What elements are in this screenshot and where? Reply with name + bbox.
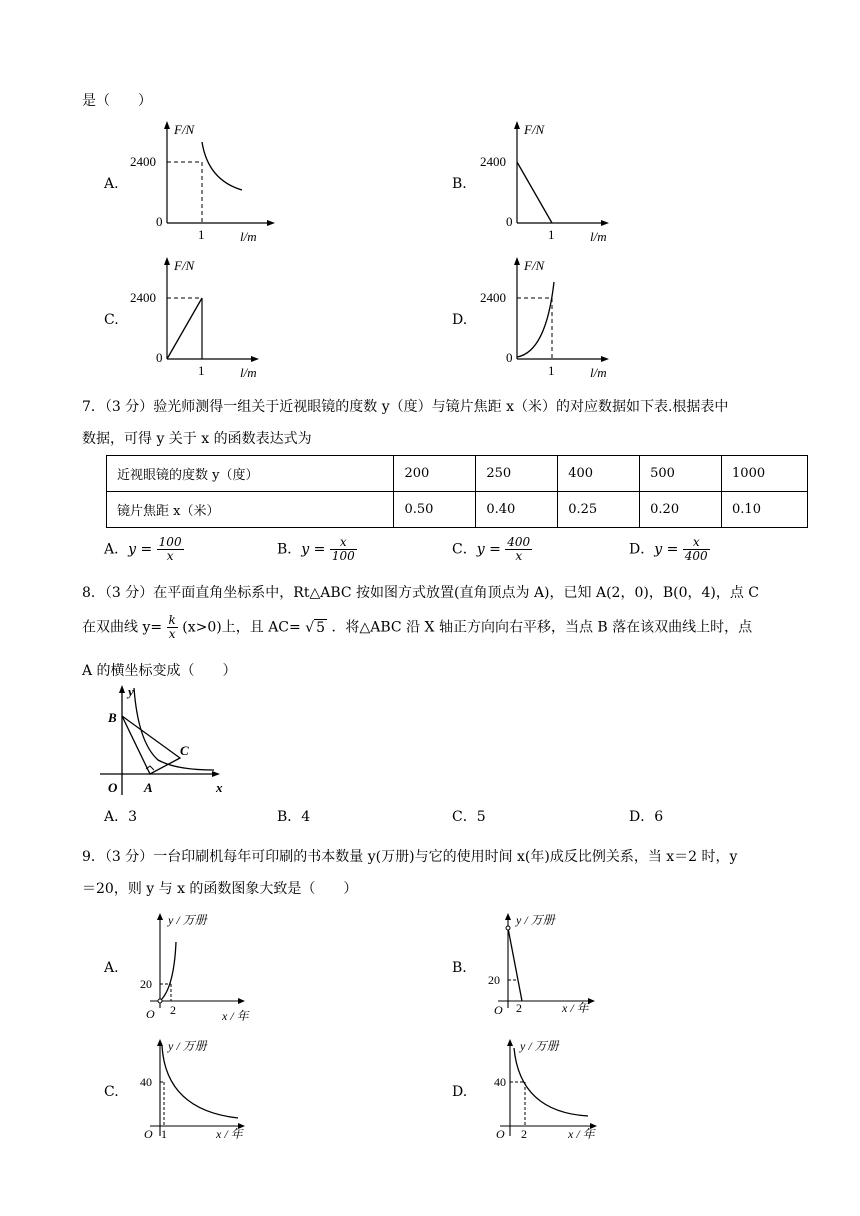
q9d-ylabel: y / 万册 — [520, 1039, 559, 1053]
option-value: 5 — [476, 809, 486, 825]
fraction-denominator: x — [166, 549, 174, 563]
q6b-xlabel: l/m — [590, 229, 607, 244]
q8-option-b — [277, 806, 310, 826]
q9-option-a-graph — [130, 908, 265, 1023]
q6-tail-text: 是（ ） — [82, 93, 152, 109]
q9c-ytick: 40 — [140, 1075, 152, 1089]
option-lhs: y = — [654, 541, 679, 558]
fraction-denominator: x — [168, 627, 176, 641]
q9-text-line2: ＝20，则 y 与 x 的函数图象大致是（ ） — [82, 881, 358, 897]
fraction-denominator: x — [515, 549, 523, 563]
q6-option-c-graph — [130, 254, 280, 384]
option-letter: B． — [277, 541, 302, 558]
q9a-xlabel: x / 年 — [222, 1009, 249, 1023]
q9-number: 9． — [82, 849, 105, 865]
q9a-ylabel: y / 万册 — [168, 913, 207, 927]
q6c-xlabel: l/m — [240, 365, 257, 380]
q6d-xlabel: l/m — [590, 365, 607, 380]
q6-option-c-letter: C. — [104, 312, 119, 328]
q8-option-a — [104, 806, 137, 826]
q8-text-part-c: ．将△ABC 沿 X 轴正方向向右平移，当点 B 落在该双曲线上时，点 — [331, 619, 753, 636]
q6-option-b-letter: B. — [452, 176, 467, 192]
q6a-ytick: 2400 — [130, 154, 156, 169]
fraction-numerator: x — [330, 536, 357, 550]
option-fraction — [330, 536, 357, 563]
q8-question-line1 — [82, 582, 759, 602]
q6c-ytick: 2400 — [130, 290, 156, 305]
fraction-numerator: k — [168, 613, 176, 627]
option-fraction — [683, 536, 710, 563]
q9d-xlabel: x / 年 — [568, 1127, 595, 1141]
q6b-origin: 0 — [506, 214, 513, 229]
q9c-xlabel: x / 年 — [216, 1127, 243, 1141]
q6-option-a-graph — [130, 118, 280, 248]
q9c-origin: O — [144, 1127, 153, 1141]
option-value: 4 — [301, 809, 311, 825]
q6c-xtick: 1 — [198, 363, 205, 378]
fraction-numerator: 100 — [158, 535, 182, 549]
option-value: 3 — [128, 809, 138, 825]
q8-score: （3 分） — [104, 585, 154, 601]
table-cell: 0.50 — [394, 492, 476, 528]
q6a-xlabel: l/m — [240, 229, 257, 244]
q9-option-c-letter: C. — [104, 1084, 119, 1100]
q7-text-line2: 数据，可得 y 关于 x 的函数表达式为 — [82, 431, 312, 447]
q6a-origin: 0 — [156, 214, 163, 229]
q9-option-c-graph — [130, 1036, 265, 1146]
q9-option-d-letter: D. — [452, 1084, 468, 1100]
q8-figure — [96, 682, 236, 800]
option-lhs: y = — [301, 541, 326, 558]
fraction-denominator: 400 — [684, 549, 708, 563]
q8-question-line2 — [82, 614, 752, 641]
q9a-ytick: 20 — [140, 977, 152, 991]
q8-sqrt-five: √ 5 — [305, 619, 326, 636]
table-cell: 250 — [476, 456, 558, 492]
q6d-xtick: 1 — [548, 363, 555, 378]
q8-text-line3: A 的横坐标变成（ ） — [82, 663, 237, 679]
q9-option-b-letter: B. — [452, 960, 467, 976]
q9d-ytick: 40 — [494, 1075, 506, 1089]
table-cell: 0.10 — [722, 492, 808, 528]
q6a-ylabel: F/N — [174, 122, 195, 137]
q9c-ylabel: y / 万册 — [168, 1039, 207, 1053]
q6b-xtick: 1 — [548, 227, 555, 242]
q6c-origin: 0 — [156, 350, 163, 365]
q6b-ytick: 2400 — [480, 154, 506, 169]
q9-option-d-graph — [480, 1036, 615, 1146]
q9-text-line1: 一台印刷机每年可印刷的书本数量 y(万册)与它的使用时间 x(年)成反比例关系，当 x＝2 时，y — [153, 849, 738, 865]
q8-o-label: O — [108, 780, 118, 795]
q7-question-line1 — [82, 396, 728, 416]
q7-option-c — [452, 536, 532, 563]
option-fraction — [505, 536, 532, 563]
q9-question-line1 — [82, 846, 737, 866]
q7-number: 7． — [82, 399, 105, 415]
q6d-ytick: 2400 — [480, 290, 506, 305]
q8-option-c — [452, 806, 486, 826]
table-row-header: 镜片焦距 x（米） — [107, 492, 394, 528]
table-cell: 200 — [394, 456, 476, 492]
table-row — [107, 492, 808, 528]
q9c-xtick: 1 — [161, 1127, 167, 1141]
q7-score: （3 分） — [104, 399, 154, 415]
option-letter: D． — [629, 541, 655, 558]
table-cell: 0.20 — [640, 492, 722, 528]
option-letter: A． — [104, 541, 129, 558]
q6-option-b-graph — [480, 118, 630, 248]
q9a-origin: O — [146, 1007, 155, 1021]
q9-option-a-letter: A. — [104, 960, 119, 976]
option-letter: C． — [452, 809, 477, 825]
option-letter: D． — [629, 809, 655, 825]
q9b-ylabel: y / 万册 — [516, 913, 555, 927]
table-cell: 500 — [640, 456, 722, 492]
q8-text-part-b: (x>0)上，且 AC= — [182, 619, 301, 636]
table-cell: 0.40 — [476, 492, 558, 528]
option-lhs: y = — [128, 541, 153, 558]
q8-y-label: y — [128, 684, 134, 699]
q7-data-table — [106, 455, 808, 528]
table-cell: 0.25 — [558, 492, 640, 528]
q8-option-d — [629, 806, 663, 826]
option-lhs: y = — [476, 541, 501, 558]
q8-number: 8． — [82, 585, 105, 601]
option-value: 6 — [654, 809, 664, 825]
q7-option-a — [104, 536, 184, 563]
q9d-origin: O — [496, 1127, 505, 1141]
q8-c-label: C — [180, 743, 189, 758]
q9b-xlabel: x / 年 — [562, 1001, 589, 1015]
fraction-numerator: 400 — [507, 535, 531, 549]
q6a-xtick: 1 — [198, 227, 205, 242]
q9b-origin: O — [494, 1003, 503, 1017]
option-letter: B． — [277, 809, 302, 825]
q7-option-b — [277, 536, 357, 563]
option-letter: C． — [452, 541, 477, 558]
fraction-numerator: x — [683, 536, 710, 550]
option-letter: A． — [104, 809, 129, 825]
q8-x-label: x — [216, 780, 223, 795]
q8-b-label: B — [108, 710, 117, 725]
table-row — [107, 456, 808, 492]
q6b-ylabel: F/N — [524, 122, 545, 137]
option-fraction — [157, 536, 184, 563]
q6c-ylabel: F/N — [174, 258, 195, 273]
q7-text-line1: 验光师测得一组关于近视眼镜的度数 y（度）与镜片焦距 x（米）的对应数据如下表.根据表中 — [153, 399, 729, 415]
q6-option-d-letter: D. — [452, 312, 468, 328]
q8-a-label: A — [144, 780, 153, 795]
q9b-xtick: 2 — [516, 1001, 522, 1015]
q9a-xtick: 2 — [170, 1003, 176, 1017]
table-cell: 1000 — [722, 456, 808, 492]
fraction-denominator: 100 — [331, 549, 355, 563]
q8-text-line1: 在平面直角坐标系中，Rt△ABC 按如图方式放置(直角顶点为 A)，已知 A(2，0)，B(0，4)，点 C — [153, 585, 760, 601]
sqrt-radicand: 5 — [316, 619, 326, 636]
q9-option-b-graph — [478, 908, 613, 1023]
q7-option-d — [629, 536, 710, 563]
q8-k-over-x — [167, 614, 178, 641]
table-row-header: 近视眼镜的度数 y（度） — [107, 456, 394, 492]
q6-option-d-graph — [480, 254, 630, 384]
q6-option-a-letter: A. — [104, 176, 119, 192]
q6d-origin: 0 — [506, 350, 513, 365]
q9b-ytick: 20 — [488, 973, 500, 987]
q9-score: （3 分） — [104, 849, 154, 865]
q8-text-part-a: 在双曲线 y= — [82, 619, 163, 636]
q6d-ylabel: F/N — [524, 258, 545, 273]
q9d-xtick: 2 — [521, 1127, 527, 1141]
table-cell: 400 — [558, 456, 640, 492]
